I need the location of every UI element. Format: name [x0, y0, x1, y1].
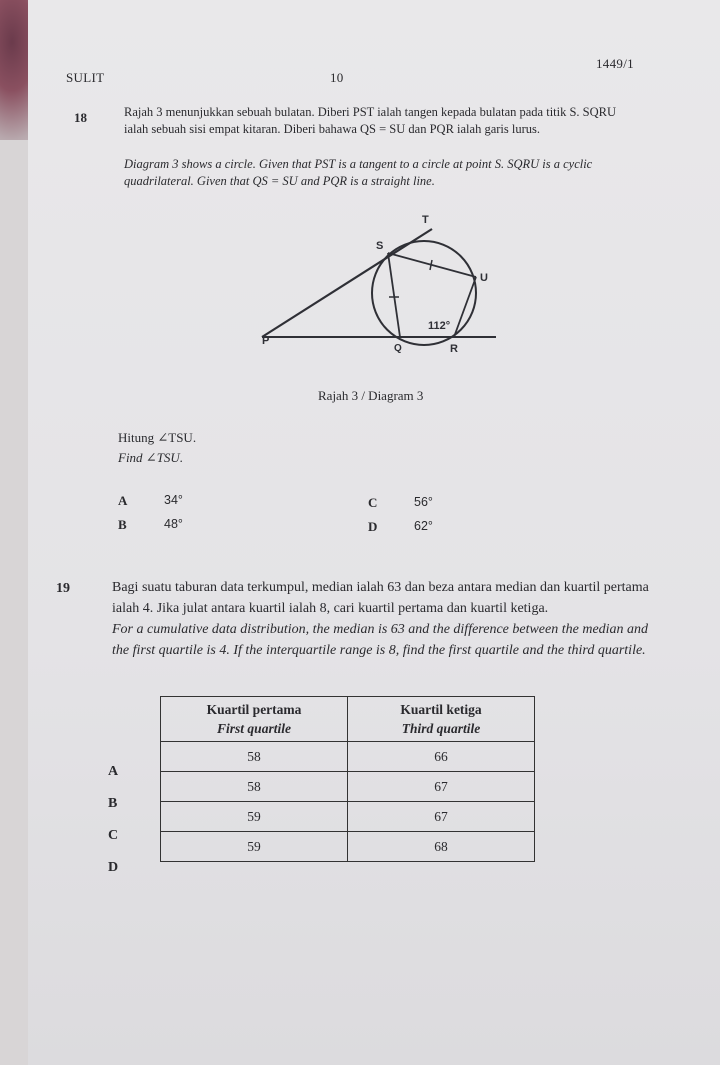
label-r: R	[450, 343, 458, 355]
first-quartile-cell: 59	[161, 802, 348, 832]
option-b-value: 48°	[164, 517, 183, 531]
question-19-text-ms: Bagi suatu taburan data terkumpul, median ialah 63 dan beza antara median dan kuartil pertama ialah 4. Jika julat antara kuartil ialah 8, cari kuartil pertama dan kuartil ketiga.	[112, 580, 649, 616]
table-header-row	[161, 697, 535, 742]
quartile-options-table	[160, 696, 535, 862]
diagram-caption: Rajah 3 / Diagram 3	[318, 388, 424, 403]
question-18-number: 18	[74, 110, 87, 125]
question-18-ask-ms: Hitung ∠TSU.	[118, 430, 197, 445]
table-row-letter-a: A	[108, 764, 119, 779]
table-row-letter-b: B	[108, 796, 118, 811]
tangent-pst	[262, 229, 432, 337]
option-a-value: 34°	[164, 493, 183, 507]
question-18-text-ms: Rajah 3 menunjukkan sebuah bulatan. Diberi PST ialah tangen kepada bulatan pada titik S. SQRU ialah sebuah sisi empat kitaran. Diberi bahawa QS = SU dan PQR ialah garis lurus.	[124, 105, 617, 136]
option-c-value: 56°	[414, 495, 433, 509]
table-row	[161, 832, 535, 862]
sulit-label: SULIT	[66, 70, 105, 85]
option-b-letter: B	[118, 517, 127, 532]
option-c-letter: C	[368, 495, 378, 510]
label-u: U	[480, 272, 488, 284]
option-d-value: 62°	[414, 519, 433, 533]
third-quartile-cell: 67	[348, 772, 535, 802]
table-row	[161, 772, 535, 802]
label-s: S	[376, 240, 384, 252]
chord-sq	[388, 253, 400, 337]
question-19-number: 19	[56, 581, 70, 596]
header-first-quartile-en: First quartile	[217, 721, 291, 736]
question-18-ask-en: Find ∠TSU.	[118, 450, 184, 465]
first-quartile-cell: 58	[161, 772, 348, 802]
table-row-letter-d: D	[108, 860, 119, 875]
tick-mark-su	[430, 260, 432, 270]
header-first-quartile-ms: Kuartil pertama	[206, 702, 302, 717]
third-quartile-cell: 67	[348, 802, 535, 832]
table-row	[161, 742, 535, 772]
first-quartile-cell: 58	[161, 742, 348, 772]
option-a-letter: A	[118, 493, 128, 508]
header-third-quartile-en: Third quartile	[401, 721, 481, 736]
question-18-text-en: Diagram 3 shows a circle. Given that PST is a tangent to a circle at point S. SQRU is a cyclic quadrilateral. Given that QS = SU and PQR is a straight line.	[124, 157, 593, 188]
label-p: P	[262, 335, 270, 347]
first-quartile-cell: 59	[161, 832, 348, 862]
header-third-quartile-ms: Kuartil ketiga	[400, 702, 482, 717]
chord-su	[388, 253, 476, 277]
circle-diagram	[250, 205, 510, 365]
label-t: T	[422, 214, 429, 226]
header-third-quartile	[348, 697, 535, 742]
paper-code: 1449/1	[596, 56, 634, 71]
angle-label: 112°	[428, 320, 451, 332]
third-quartile-cell: 68	[348, 832, 535, 862]
chord-ur	[454, 277, 476, 337]
third-quartile-cell: 66	[348, 742, 535, 772]
table-row	[161, 802, 535, 832]
page-number: 10	[330, 70, 344, 85]
table-row-letter-c: C	[108, 828, 119, 843]
question-19-text-en: For a cumulative data distribution, the median is 63 and the difference between the median and the first quartile is 4. If the interquartile range is 8, find the first quartile and the third quartile.	[112, 622, 649, 658]
label-q: Q	[394, 343, 402, 354]
option-d-letter: D	[368, 519, 378, 534]
header-first-quartile	[161, 697, 348, 742]
